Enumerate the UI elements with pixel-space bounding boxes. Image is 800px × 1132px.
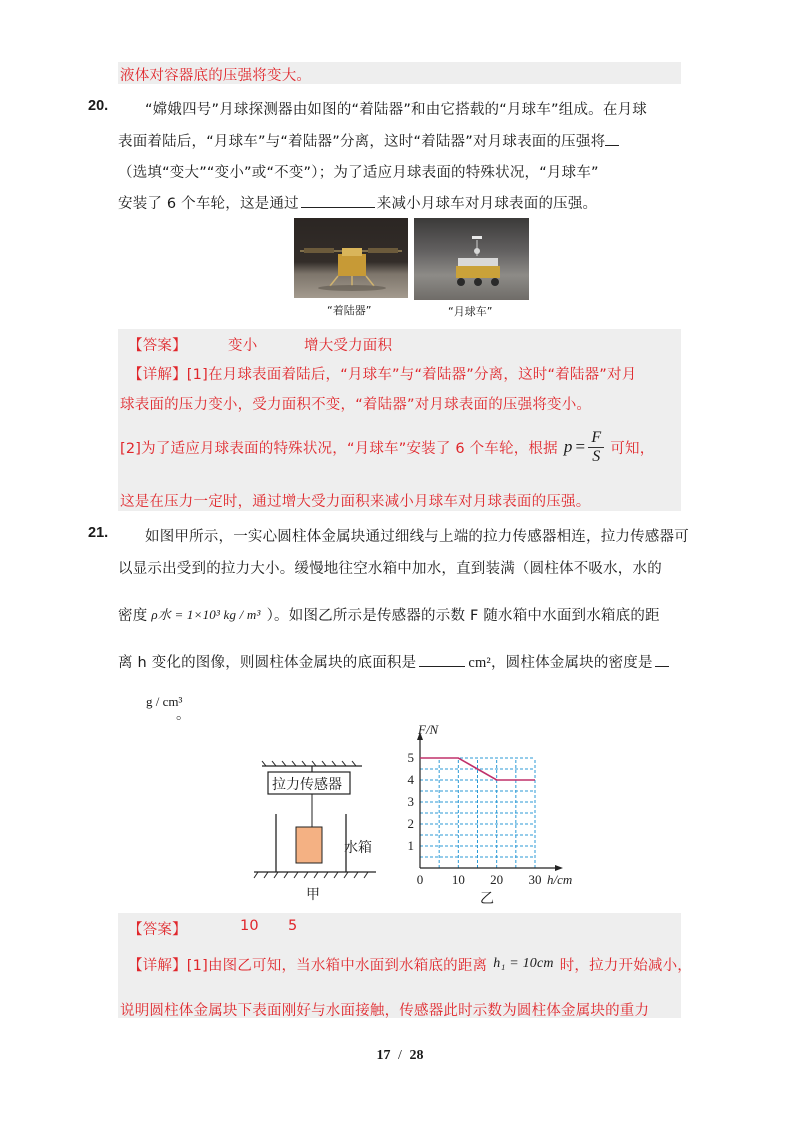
q21-blank-1: [419, 652, 465, 667]
x-tick-label: 10: [451, 872, 465, 887]
y-tick-label: 5: [407, 750, 414, 765]
lander-caption: “着陆器”: [327, 304, 372, 317]
formula-equals: =: [575, 437, 586, 456]
q20-answer-band: [118, 329, 681, 511]
formula-denominator: S: [592, 447, 601, 465]
page-separator: /: [398, 1048, 402, 1063]
x-tick-label: 30: [528, 872, 542, 887]
lander-illustration: [294, 218, 408, 298]
question-20-number: 20.: [88, 98, 109, 114]
y-axis-label: F/N: [418, 722, 439, 737]
continuation-text: 液体对容器底的压强将变大。: [120, 68, 312, 84]
lander-photo: [294, 218, 408, 298]
q21-blank-2: [655, 652, 669, 667]
q20-detail-line-1: 【详解】[1]在月球表面着陆后，“月球车”与“着陆器”分离，这时“着陆器”对月: [128, 367, 637, 383]
y-tick-label: 1: [407, 838, 414, 853]
figure-jia: [250, 760, 380, 885]
q21-answer-2: 5: [288, 918, 298, 934]
q20-answer-2: 增大受力面积: [304, 338, 393, 354]
page-footer: [0, 1048, 800, 1064]
q20-detail-line-4: 这是在压力一定时，通过增大受力面积来减小月球车对月球表面的压强。: [120, 494, 591, 510]
formula-numerator: F: [588, 429, 604, 448]
q20-blank-2: [301, 193, 375, 208]
q21-answer-1: 10: [240, 918, 259, 934]
q21-answer-label: 【答案】: [128, 922, 187, 938]
x-tick-label: 20: [490, 872, 504, 887]
sensor-label: 拉力传感器: [272, 777, 342, 793]
y-tick-label: 4: [407, 772, 414, 787]
q20-line-3: （选填“变大”“变小”或“不变”）；为了适应月球表面的特殊状况，“月球车”: [118, 165, 599, 181]
q20-line-4: 安装了 6 个车轮，这是通过 来减小月球车对月球表面的压强。: [118, 192, 597, 213]
q21-line-4: 离 h 变化的图像，则圆柱体金属块的底面积是 cm²，圆柱体金属块的密度是: [118, 651, 669, 672]
x-tick-label: 0: [416, 872, 424, 887]
q21-line-5-end: 。: [176, 707, 191, 723]
q20-answer-1: 变小: [228, 338, 258, 354]
page-total: 28: [409, 1048, 424, 1063]
x-axis-label: h/cm: [547, 872, 573, 887]
rover-caption: “月球车”: [448, 305, 493, 318]
force-depth-chart: [398, 722, 588, 908]
q21-line-1: 如图甲所示，一实心圆柱体金属块通过细线与上端的拉力传感器相连，拉力传感器可: [145, 529, 689, 545]
answer-continuation-band: [118, 62, 681, 84]
q20-answer-label: 【答案】: [128, 338, 187, 354]
x-axis-arrow: [555, 865, 563, 871]
q20-detail-line-3: [2]为了适应月球表面的特殊状况，“月球车”安装了 6 个车轮，根据 p = $\frac{F}{S}$ 可知，: [120, 428, 655, 465]
y-tick-label: 2: [407, 816, 414, 831]
q21-line-5: g / cm³: [146, 694, 183, 709]
q20-line-2: 表面着陆后，“月球车”与“着陆器”分离，这时“着陆器”对月球表面的压强将: [118, 130, 619, 151]
tank-label: 水箱: [344, 840, 372, 856]
q20-line-1: “嫦娥四号”月球探测器由如图的“着陆器”和由它搭载的“月球车”组成。在月球: [145, 102, 647, 118]
q21-detail-line-2: 说明圆柱体金属块下表面刚好与水面接触，传感器此时示数为圆柱体金属块的重力: [120, 1003, 650, 1019]
q21-line-3: 密度 ρ水 = 1×10³ kg / m³ ）。如图乙所示是传感器的示数 F 随水箱中水面到水箱底的距: [118, 604, 660, 625]
page-number: 17: [376, 1048, 391, 1063]
y-tick-label: 3: [407, 794, 414, 809]
q21-detail-line-1: 【详解】[1]由图乙可知，当水箱中水面到水箱底的距离 h₁ = 10cm 时，拉力开始减小，: [128, 956, 693, 974]
figure-yi-caption: 乙: [480, 891, 494, 907]
q20-blank-1: [605, 131, 619, 146]
h1-expression: h₁ = 10cm: [493, 956, 554, 971]
formula-fraction: [588, 429, 604, 466]
rover-illustration: [414, 218, 529, 300]
q20-detail-line-2: 球表面的压力变小，受力面积不变，“着陆器”对月球表面的压强将变小。: [120, 397, 592, 413]
figure-jia-caption: 甲: [306, 887, 320, 903]
formula-p: p: [563, 437, 573, 456]
rover-photo: [414, 218, 529, 300]
water-density-expression: ρ水 = 1×10³ kg / m³: [151, 607, 261, 622]
q21-answer-band: [118, 913, 693, 1019]
q21-line-2: 以显示出受到的拉力大小。缓慢地往空水箱中加水，直到装满（圆柱体不吸水，水的: [118, 561, 662, 577]
question-21-number: 21.: [88, 525, 109, 541]
